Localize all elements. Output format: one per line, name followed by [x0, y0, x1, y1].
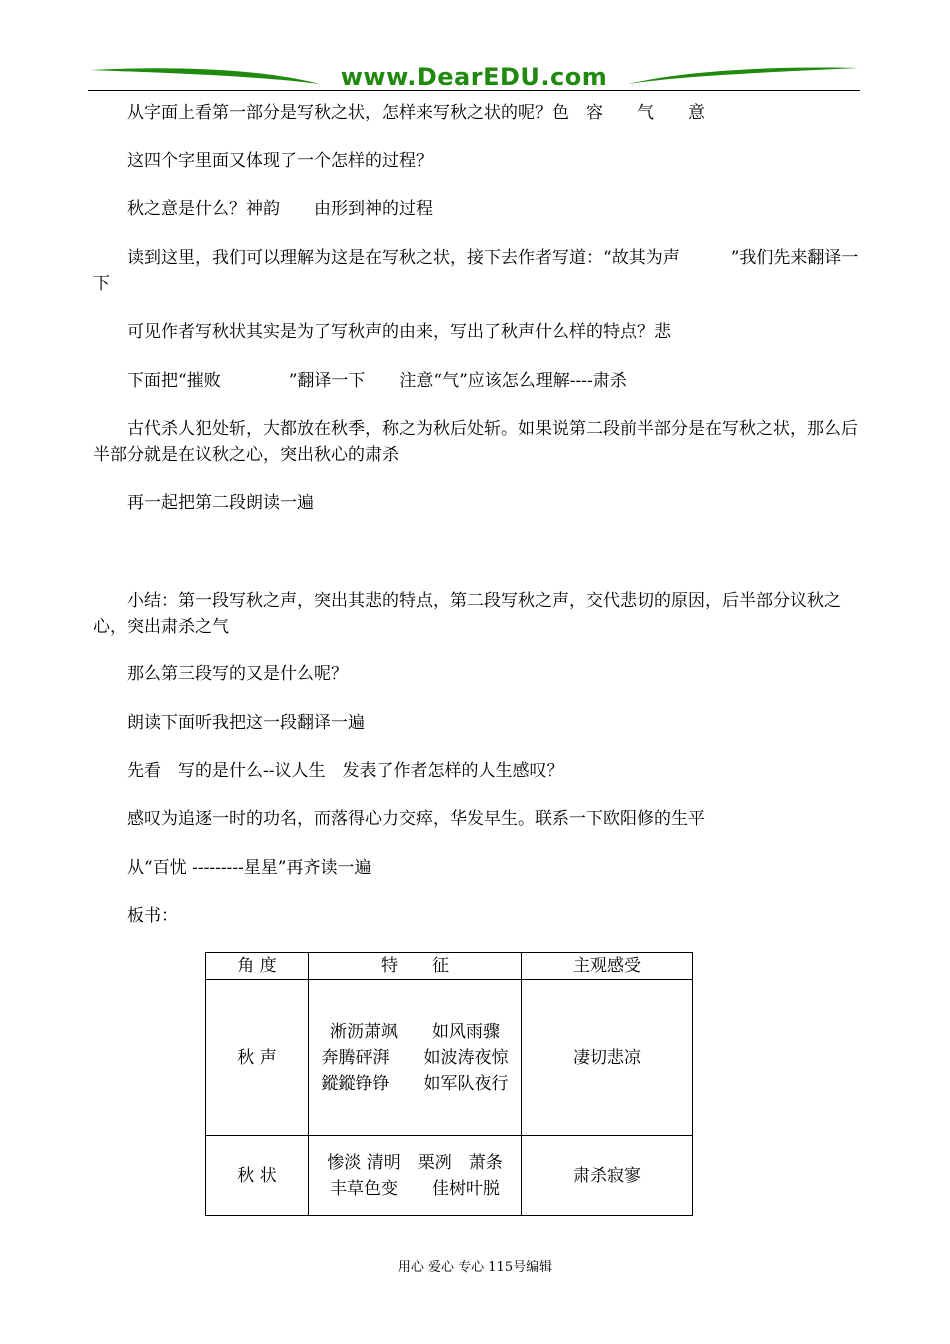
header-cell-angle: 角 度 [206, 953, 309, 980]
features-cell [309, 980, 522, 1136]
paragraph: 这四个字里面又体现了一个怎样的过程？ [127, 151, 433, 171]
feature-line: 奔腾砰湃 如波涛夜惊 [321, 1047, 509, 1068]
site-logo[interactable]: www.DearEDU.com [340, 63, 608, 91]
paragraph: 小结：第一段写秋之声，突出其悲的特点，第二段写秋之声，交代悲切的原因，后半部分议秋之心，突出肃杀之气 [93, 591, 841, 637]
feature-line: 鏦鏦铮铮 如军队夜行 [321, 1073, 509, 1094]
header-rule [88, 90, 860, 91]
feature-line: 惨淡 清明 栗冽 萧条 丰草色变 佳树叶脱 [327, 1152, 537, 1199]
angle-cell: 秋 声 [206, 980, 309, 1136]
paragraph: 那么第三段写的又是什么呢？ [127, 664, 348, 684]
angle-cell: 秋 状 [206, 1136, 309, 1216]
paragraph: 再一起把第二段朗读一遍 [127, 493, 314, 513]
paragraph: 读到这里，我们可以理解为这是在写秋之状，接下去作者写道：“故其为声 ”我们先来翻译一下 [93, 248, 859, 294]
paragraph: 古代杀人犯处斩，大都放在秋季，称之为秋后处斩。如果说第二段前半部分是在写秋之状，那么后半部分就是在议秋之心，突出秋心的肃杀 [93, 419, 858, 465]
blackboard-table [205, 952, 693, 1216]
header-cell-feeling: 主观感受 [522, 953, 693, 980]
paragraph: 感叹为追逐一时的功名，而落得心力交瘁，华发早生。联系一下欧阳修的生平 [127, 809, 705, 829]
table-row [206, 980, 693, 1136]
paragraph: 下面把“摧败 ”翻译一下 注意“气”应该怎么理解----肃杀 [127, 371, 627, 391]
features-cell [309, 1136, 537, 1216]
table-header-row [206, 953, 693, 980]
paragraph: 秋之意是什么？神韵 由形到神的过程 [127, 199, 433, 219]
header-cell-feature: 特 征 [309, 953, 522, 980]
feeling-cell: 肃杀寂寥 [522, 1136, 693, 1216]
paragraph: 朗读下面听我把这一段翻译一遍 [127, 713, 365, 733]
feeling-cell: 凄切悲凉 [522, 980, 693, 1136]
paragraph: 从“百忧 ---------星星”再齐读一遍 [127, 858, 372, 878]
feature-line: 淅沥萧飒 如风雨骤 [330, 1021, 500, 1042]
page-footer: 用心 爱心 专心 115号编辑 [397, 1260, 553, 1275]
paragraph: 从字面上看第一部分是写秋之状，怎样来写秋之状的呢？色 容 气 意 [127, 103, 705, 123]
paragraph: 先看 写的是什么--议人生 发表了作者怎样的人生感叹？ [127, 761, 564, 781]
table-row [206, 1136, 693, 1216]
paragraph: 可见作者写秋状其实是为了写秋声的由来，写出了秋声什么样的特点？悲 [127, 322, 671, 342]
site-header [88, 62, 860, 94]
paragraph: 板书： [127, 906, 178, 926]
